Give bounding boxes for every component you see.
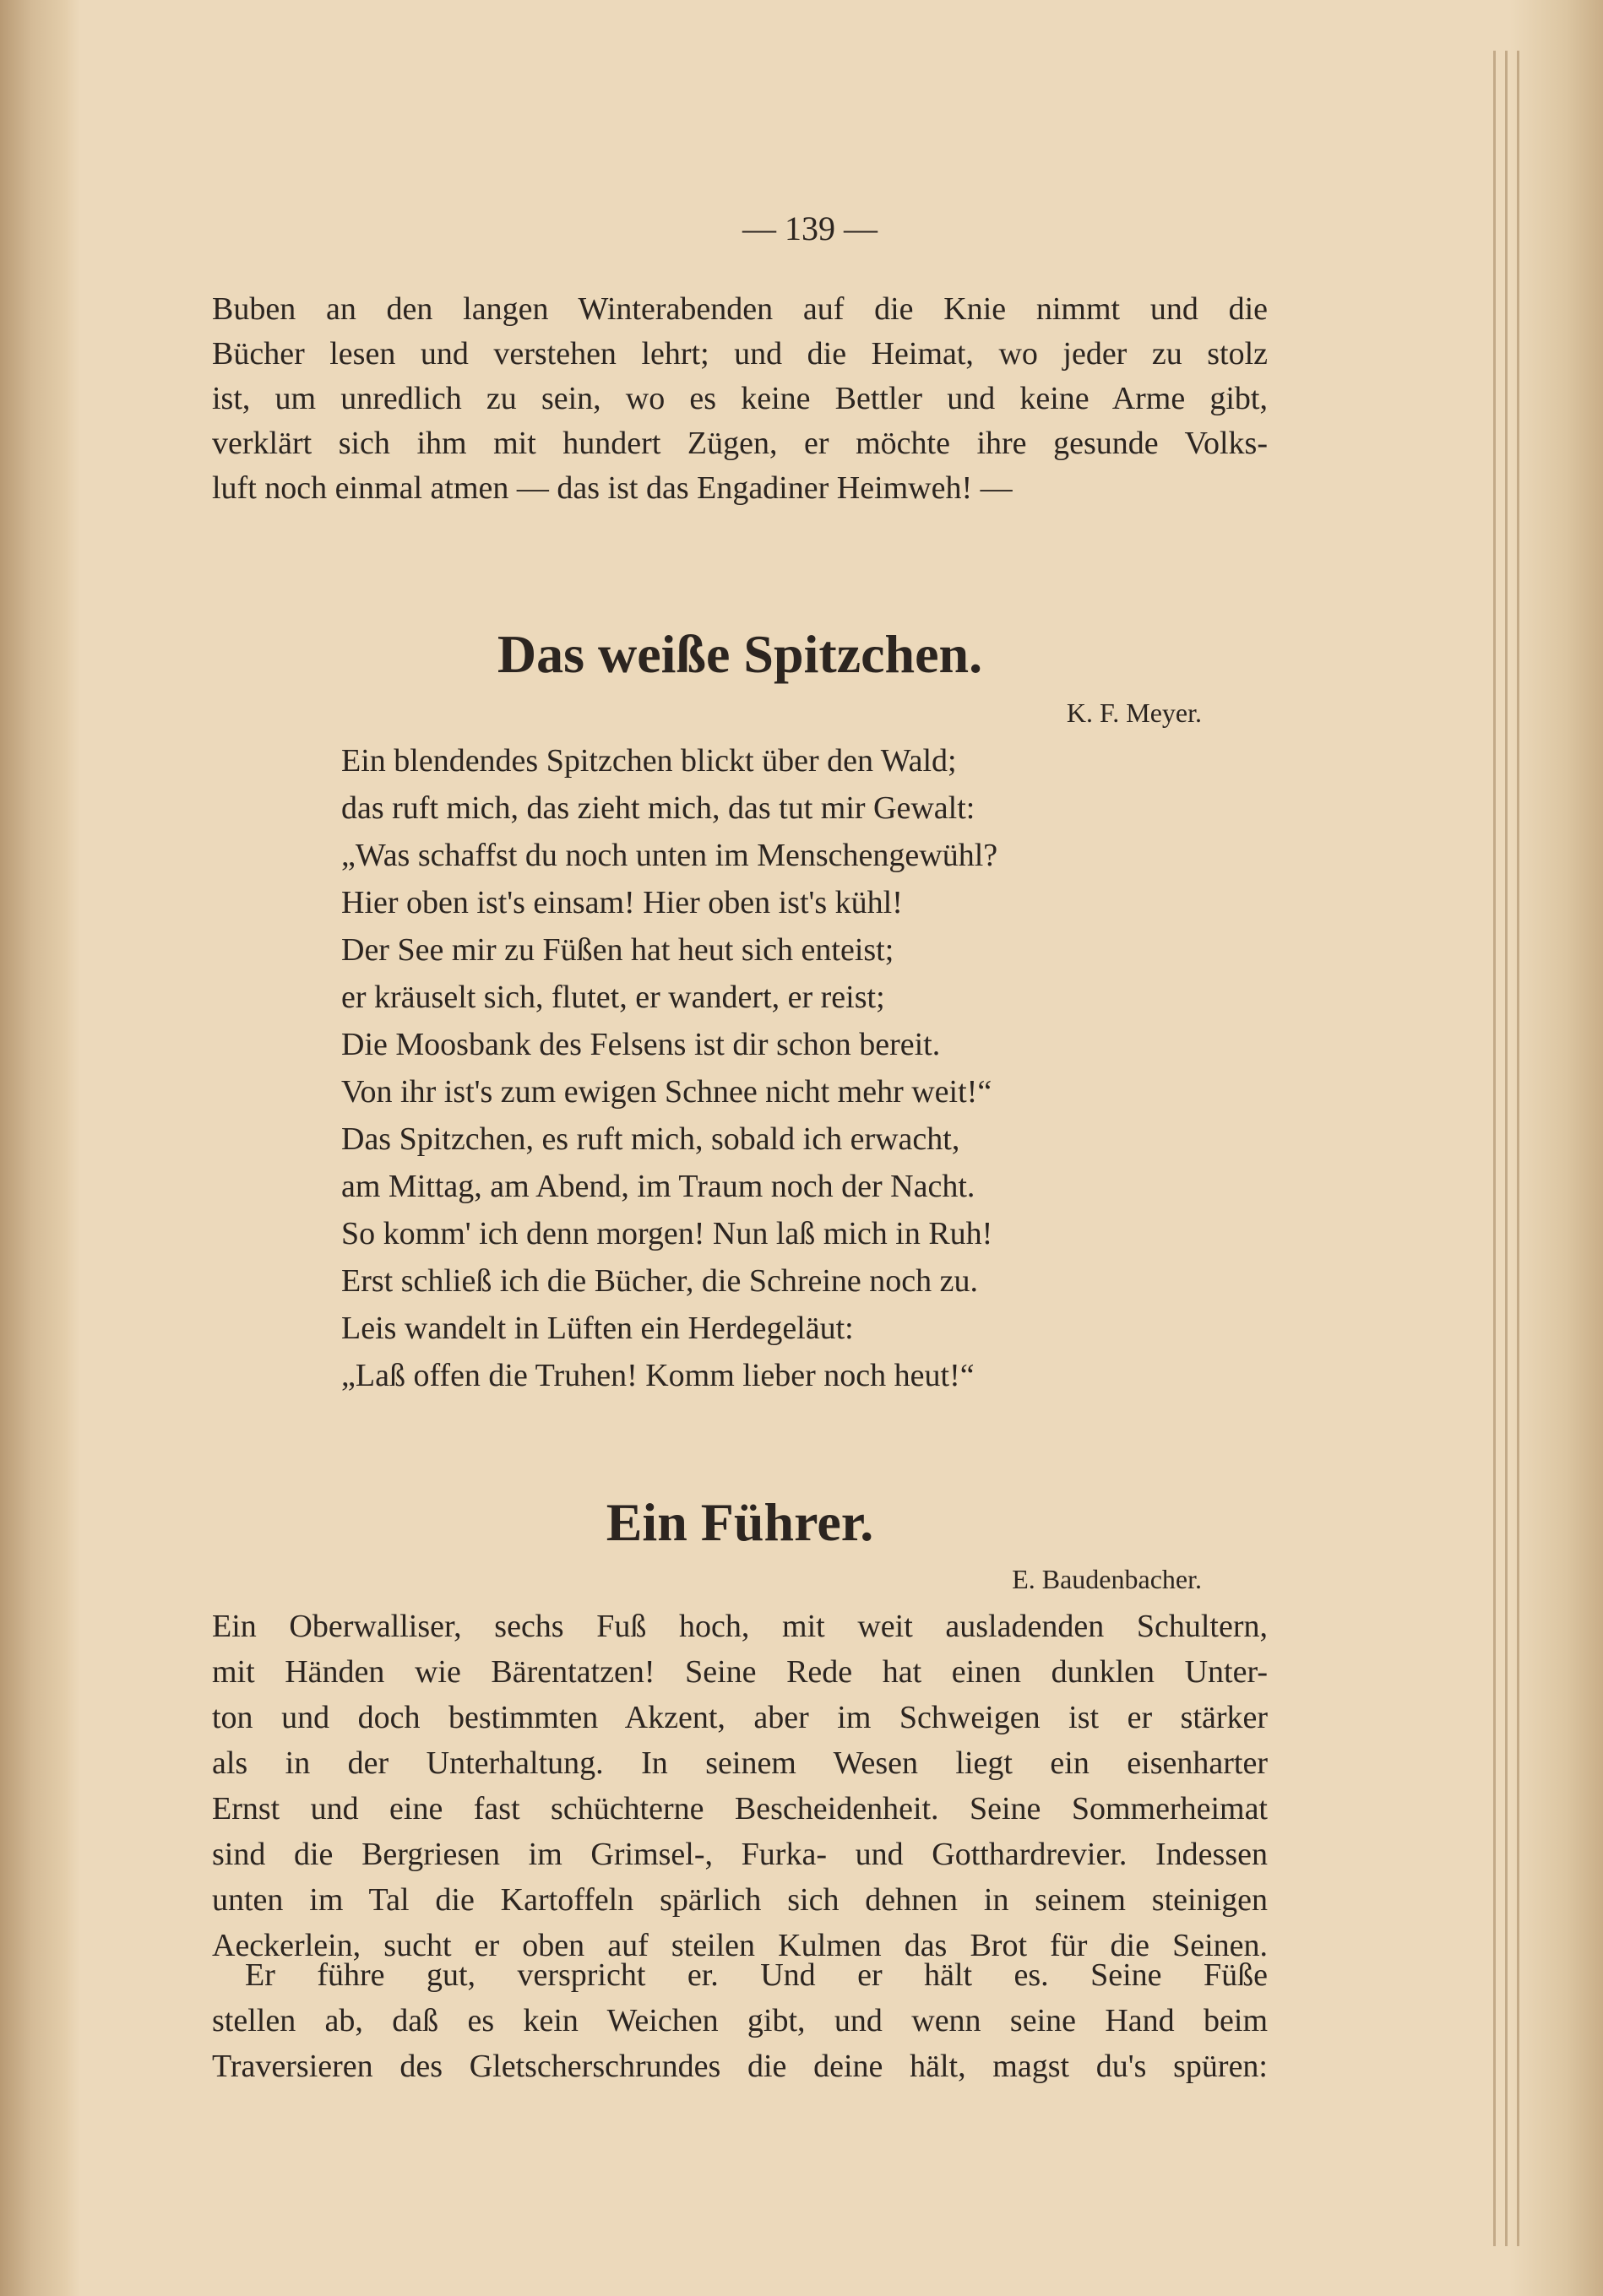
prose-line: Traversieren des Gletscherschrundes die deine hält, magst du's spüren:: [212, 2049, 1268, 2084]
poem-line: Der See mir zu Füßen hat heut sich enteist;: [341, 932, 894, 968]
poem-line: Erst schließ ich die Bücher, die Schreine noch zu.: [341, 1263, 979, 1299]
prose-line: stellen ab, daß es kein Weichen gibt, und wenn seine Hand beim: [212, 2003, 1268, 2038]
poem-line: Das Spitzchen, es ruft mich, sobald ich erwacht,: [341, 1121, 960, 1157]
prose-line: ist, um unredlich zu sein, wo es keine Bettler und keine Arme gibt,: [212, 381, 1268, 416]
poem-line: Leis wandelt in Lüften ein Herdegeläut:: [341, 1311, 854, 1346]
poem-author: K. F. Meyer.: [1066, 697, 1202, 728]
prose-line: verklärt sich ihm mit hundert Zügen, er möchte ihre gesunde Volks-: [212, 426, 1268, 461]
poem-title: Das weiße Spitzchen.: [497, 624, 983, 684]
book-spine-shadow: [0, 0, 80, 2296]
prose-line: als in der Unterhaltung. In seinem Wesen liegt ein eisenharter: [212, 1745, 1268, 1781]
poem-line: So komm' ich denn morgen! Nun laß mich in Ruh!: [341, 1216, 993, 1251]
page-number: — 139 —: [742, 209, 878, 247]
poem-line: Von ihr ist's zum ewigen Schnee nicht mehr weit!“: [341, 1074, 992, 1110]
poem-line: er kräuselt sich, flutet, er wandert, er reist;: [341, 980, 885, 1015]
prose-line: unten im Tal die Kartoffeln spärlich sich dehnen in seinem steinigen: [212, 1882, 1268, 1918]
poem-line: Die Moosbank des Felsens ist dir schon bereit.: [341, 1027, 941, 1062]
essay-title: Ein Führer.: [606, 1492, 874, 1552]
poem-line: „Laß offen die Truhen! Komm lieber noch heut!“: [341, 1358, 975, 1393]
prose-line: Ernst und eine fast schüchterne Bescheidenheit. Seine Sommerheimat: [212, 1791, 1268, 1826]
prose-line: mit Händen wie Bärentatzen! Seine Rede hat einen dunklen Unter-: [212, 1654, 1268, 1690]
poem-line: das ruft mich, das zieht mich, das tut mir Gewalt:: [341, 790, 975, 826]
prose-line: Er führe gut, verspricht er. Und er hält es. Seine Füße: [245, 1957, 1268, 1993]
page-stack-edge: [1505, 51, 1508, 2246]
essay-author: E. Baudenbacher.: [1012, 1564, 1202, 1594]
page-stack-edge: [1517, 51, 1519, 2246]
page-stack-edge: [1493, 51, 1496, 2246]
prose-line: luft noch einmal atmen — das ist das Engadiner Heimweh! —: [212, 470, 1013, 506]
poem-line: Ein blendendes Spitzchen blickt über den Wald;: [341, 743, 957, 779]
prose-line: Ein Oberwalliser, sechs Fuß hoch, mit weit ausladenden Schultern,: [212, 1609, 1268, 1644]
prose-line: ton und doch bestimmten Akzent, aber im Schweigen ist er stärker: [212, 1700, 1268, 1735]
poem-line: am Mittag, am Abend, im Traum noch der Nacht.: [341, 1169, 975, 1204]
poem-line: „Was schaffst du noch unten im Menschengewühl?: [341, 838, 998, 873]
prose-line: Buben an den langen Winterabenden auf die Knie nimmt und die: [212, 291, 1268, 327]
poem-line: Hier oben ist's einsam! Hier oben ist's kühl!: [341, 885, 903, 920]
prose-line: sind die Bergriesen im Grimsel-, Furka- und Gotthardrevier. Indessen: [212, 1837, 1268, 1872]
prose-line: Bücher lesen und verstehen lehrt; und die Heimat, wo jeder zu stolz: [212, 336, 1268, 372]
page-edge-shadow: [1510, 0, 1603, 2296]
prose-line: Aeckerlein, sucht er oben auf steilen Kulmen das Brot für die Seinen.: [212, 1928, 1268, 1963]
